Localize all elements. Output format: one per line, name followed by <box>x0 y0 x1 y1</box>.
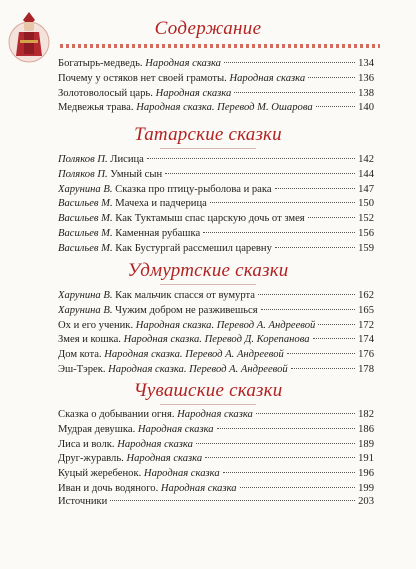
toc-entry: Змея и кошка. Народная сказка. Перевод Д. Корепанова 174 <box>58 334 374 346</box>
toc-entry: Ох и его ученик. Народная сказка. Перевод А. Андреевой 172 <box>58 319 374 331</box>
toc-entry: Почему у остяков нет своей грамоты. Народная сказка 136 <box>58 72 374 84</box>
page-title: Содержание <box>154 18 262 39</box>
toc-section-udmurt <box>58 289 374 378</box>
toc-entry: Эш-Тэрек. Народная сказка. Перевод А. Андреевой 178 <box>58 363 374 375</box>
section-divider <box>160 404 256 405</box>
toc-entry: Куцый жеребенок. Народная сказка 196 <box>58 468 374 480</box>
toc-entry: Дом кота. Народная сказка. Перевод А. Андреевой 176 <box>58 349 374 361</box>
toc-entry: Сказка о добывании огня. Народная сказка 182 <box>58 409 374 420</box>
toc-entry: Богатырь-медведь. Народная сказка 134 <box>58 58 374 69</box>
section-heading-chuvash: Чувашские сказки <box>133 380 283 401</box>
toc-entry: Медвежья трава. Народная сказка. Перевод М. Ошарова 140 <box>58 102 374 114</box>
section-heading-udmurt: Удмуртские сказки <box>127 260 289 281</box>
toc-entry: Васильев М. Мачеха и падчерица 150 <box>58 198 374 210</box>
section-heading-tatar: Татарские сказки <box>134 124 282 145</box>
toc-entry: Источники 203 <box>58 496 374 507</box>
toc-section-continued <box>58 57 374 116</box>
toc-entry: Харунина В. Чужим добром не разживешься 165 <box>58 304 374 316</box>
toc-sources <box>58 495 374 510</box>
toc-entry: Поляков П. Лисица 142 <box>58 154 374 165</box>
header-divider <box>60 44 380 48</box>
toc-entry: Харунина В. Как мальчик спасся от вумурта 162 <box>58 290 374 301</box>
toc-entry: Васильев М. Как Бустургай рассмешил царевну 159 <box>58 242 374 254</box>
toc-section-chuvash <box>58 408 374 497</box>
section-divider <box>160 148 256 149</box>
section-divider <box>160 284 256 285</box>
toc-entry: Харунина В. Сказка про птицу-рыболова и рака 147 <box>58 183 374 195</box>
toc-entry: Друг-журавль. Народная сказка 191 <box>58 453 374 465</box>
toc-entry: Поляков П. Умный сын 144 <box>58 168 374 180</box>
toc-entry: Иван и дочь водяного. Народная сказка 199 <box>58 482 374 494</box>
toc-entry: Васильев М. Как Туктамыш спас царскую дочь от змея 152 <box>58 213 374 225</box>
toc-entry: Лиса и волк. Народная сказка 189 <box>58 438 374 450</box>
toc-entry: Золотоволосый царь. Народная сказка 138 <box>58 87 374 99</box>
toc-section-tatar <box>58 153 374 257</box>
toc-entry: Мудрая девушка. Народная сказка 186 <box>58 423 374 435</box>
toc-entry: Васильев М. Каменная рубашка 156 <box>58 227 374 239</box>
